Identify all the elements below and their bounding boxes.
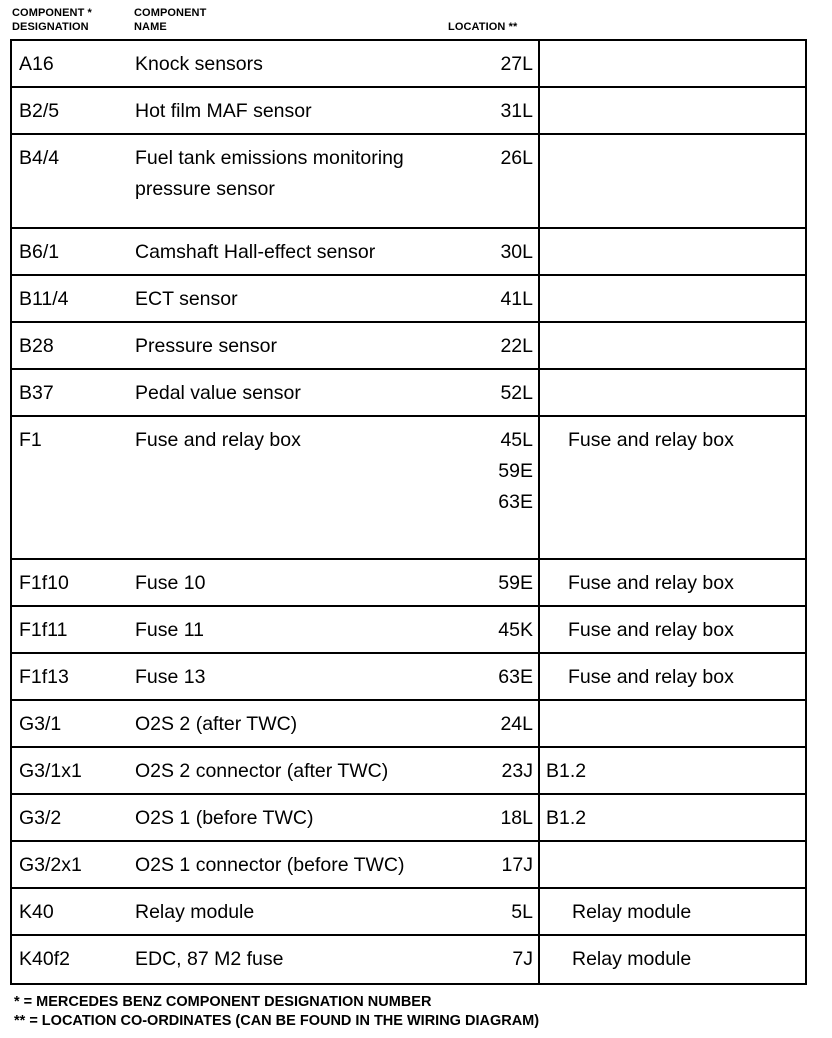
location-value: 22L — [500, 335, 533, 357]
designation-header-line1: COMPONENT * — [12, 7, 92, 19]
location-cell — [498, 425, 533, 518]
designation-cell: B37 — [19, 382, 54, 404]
name-cell: Fuse 13 — [135, 666, 206, 688]
designation-cell: B2/5 — [19, 100, 60, 122]
location-value: 17J — [501, 854, 533, 876]
designation-cell: F1f11 — [19, 619, 68, 641]
location-value: 27L — [500, 53, 533, 75]
reference-cell: Fuse and relay box — [568, 429, 734, 451]
reference-cell: Relay module — [572, 901, 692, 923]
location-cell — [500, 803, 533, 834]
location-value: 59E — [498, 572, 533, 594]
location-value: 63E — [498, 666, 533, 688]
location-value: 52L — [500, 382, 533, 404]
location-cell — [498, 662, 533, 693]
table-row — [12, 135, 805, 229]
footnote-location: ** = LOCATION CO-ORDINATES (CAN BE FOUND IN THE WIRING DIAGRAM) — [14, 1013, 540, 1029]
table-row — [12, 370, 805, 417]
designation-header-line2: DESIGNATION — [12, 21, 89, 33]
table-row — [12, 417, 805, 560]
name-cell: Camshaft Hall-effect sensor — [135, 241, 376, 263]
reference-cell: B1.2 — [546, 807, 587, 829]
table-row — [12, 748, 805, 795]
location-cell — [500, 237, 533, 268]
table-row — [12, 842, 805, 889]
designation-cell: A16 — [19, 53, 54, 75]
reference-cell: Relay module — [572, 948, 692, 970]
footnote-designation: * = MERCEDES BENZ COMPONENT DESIGNATION NUMBER — [14, 994, 432, 1010]
table-row — [12, 560, 805, 607]
name-cell: O2S 1 (before TWC) — [135, 807, 314, 829]
designation-cell: K40f2 — [19, 948, 70, 970]
location-value: 41L — [500, 288, 533, 310]
location-value: 24L — [500, 713, 533, 735]
name-header-line2: NAME — [134, 21, 167, 33]
table-row — [12, 795, 805, 842]
location-value: 45K — [498, 619, 533, 641]
name-header-line1: COMPONENT — [134, 7, 207, 19]
reference-cell: B1.2 — [546, 760, 587, 782]
location-value: 26L — [500, 147, 533, 169]
name-cell: ECT sensor — [135, 288, 238, 310]
location-cell — [511, 897, 533, 928]
table-row — [12, 654, 805, 701]
table-row — [12, 936, 805, 983]
name-cell: O2S 2 connector (after TWC) — [135, 760, 389, 782]
designation-cell: B4/4 — [19, 147, 60, 169]
location-cell — [500, 709, 533, 740]
location-value: 5L — [511, 901, 533, 923]
location-cell — [500, 378, 533, 409]
name-cell: Pedal value sensor — [135, 382, 301, 404]
name-cell: O2S 2 (after TWC) — [135, 713, 298, 735]
location-value: 45L — [500, 429, 533, 451]
table-row — [12, 701, 805, 748]
designation-cell: B28 — [19, 335, 54, 357]
designation-cell: F1f13 — [19, 666, 69, 688]
location-cell — [502, 756, 533, 787]
designation-cell: G3/1 — [19, 713, 62, 735]
location-cell — [502, 850, 533, 881]
table-row — [12, 88, 805, 135]
reference-cell: Fuse and relay box — [568, 666, 734, 688]
component-table — [10, 39, 807, 985]
designation-cell: G3/2x1 — [19, 854, 82, 876]
location-column-header: LOCATION ** — [448, 21, 518, 33]
name-cell: Knock sensors — [135, 53, 263, 75]
name-cell: Fuse and relay box — [135, 429, 301, 451]
name-cell: Pressure sensor — [135, 335, 277, 357]
location-value: 63E — [498, 491, 533, 513]
location-cell — [500, 284, 533, 315]
location-cell — [500, 96, 533, 127]
location-cell — [498, 615, 533, 646]
name-cell: Relay module — [135, 901, 255, 923]
location-value: 18L — [500, 807, 533, 829]
name-cell: O2S 1 connector (before TWC) — [135, 854, 405, 876]
location-value: 23J — [501, 760, 533, 782]
designation-cell: G3/1x1 — [19, 760, 82, 782]
location-value: 59E — [498, 460, 533, 482]
location-cell — [500, 143, 533, 174]
name-cell: Fuel tank emissions monitoring pressure sensor — [135, 147, 404, 200]
location-cell — [500, 49, 533, 80]
designation-cell: G3/2 — [19, 807, 62, 829]
designation-cell: F1f10 — [19, 572, 69, 594]
location-value: 30L — [500, 241, 533, 263]
table-row — [12, 889, 805, 936]
designation-cell: K40 — [19, 901, 54, 923]
table-row — [12, 276, 805, 323]
table-row — [12, 607, 805, 654]
designation-cell: F1 — [19, 429, 42, 451]
table-row — [12, 323, 805, 370]
designation-cell: B11/4 — [19, 288, 69, 310]
location-value: 31L — [500, 100, 533, 122]
location-cell — [498, 568, 533, 599]
name-cell: Fuse 10 — [135, 572, 206, 594]
designation-column-header — [12, 6, 92, 34]
table-row — [12, 229, 805, 276]
location-cell — [500, 331, 533, 362]
table-row — [12, 41, 805, 88]
location-value: 7J — [512, 948, 533, 970]
reference-cell: Fuse and relay box — [568, 619, 734, 641]
designation-cell: B6/1 — [19, 241, 60, 263]
reference-cell: Fuse and relay box — [568, 572, 734, 594]
name-column-header — [134, 6, 206, 34]
name-cell: EDC, 87 M2 fuse — [135, 948, 284, 970]
name-cell: Fuse 11 — [135, 619, 205, 641]
location-cell — [512, 944, 533, 975]
name-cell: Hot film MAF sensor — [135, 100, 312, 122]
